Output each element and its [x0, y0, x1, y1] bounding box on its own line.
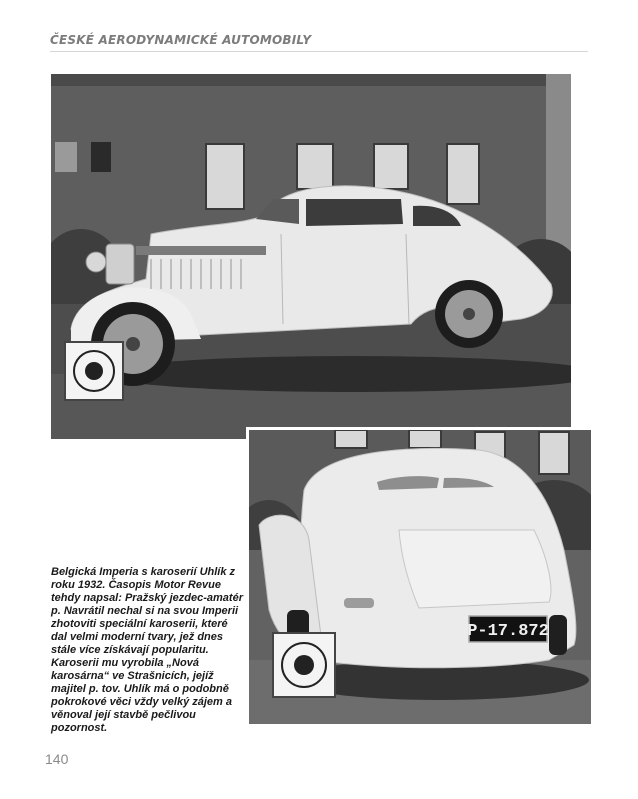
running-title: ČESKÉ AERODYNAMICKÉ AUTOMOBILY	[50, 33, 312, 47]
page-number: 140	[45, 751, 69, 767]
rear-view-illustration	[249, 430, 591, 724]
photo-rear-view	[246, 427, 591, 724]
side-view-illustration	[51, 74, 571, 439]
photo-caption: Belgická Imperia s karoserií Uhlík z roku 1932. Časopis Motor Revue tehdy napsal: Pražský jezdec-amatér p. Navrátil nechal si na svou Imperii zhotoviti speciální karoserii, které dal velmi moderní tvary, jež dnes stále více získávají popularitu. Karoserii mu vyrobila „Nová karosárna“ ve Strašnicích, jejíž majitel p. tov. Uhlík má o podobně pokrokové věci vždy velký zájem a věnoval její stavbě pečlivou pozornost.	[51, 566, 243, 734]
photo-side-view	[51, 74, 571, 439]
header-rule	[50, 51, 588, 52]
license-plate-text: P-17.872	[467, 622, 549, 641]
